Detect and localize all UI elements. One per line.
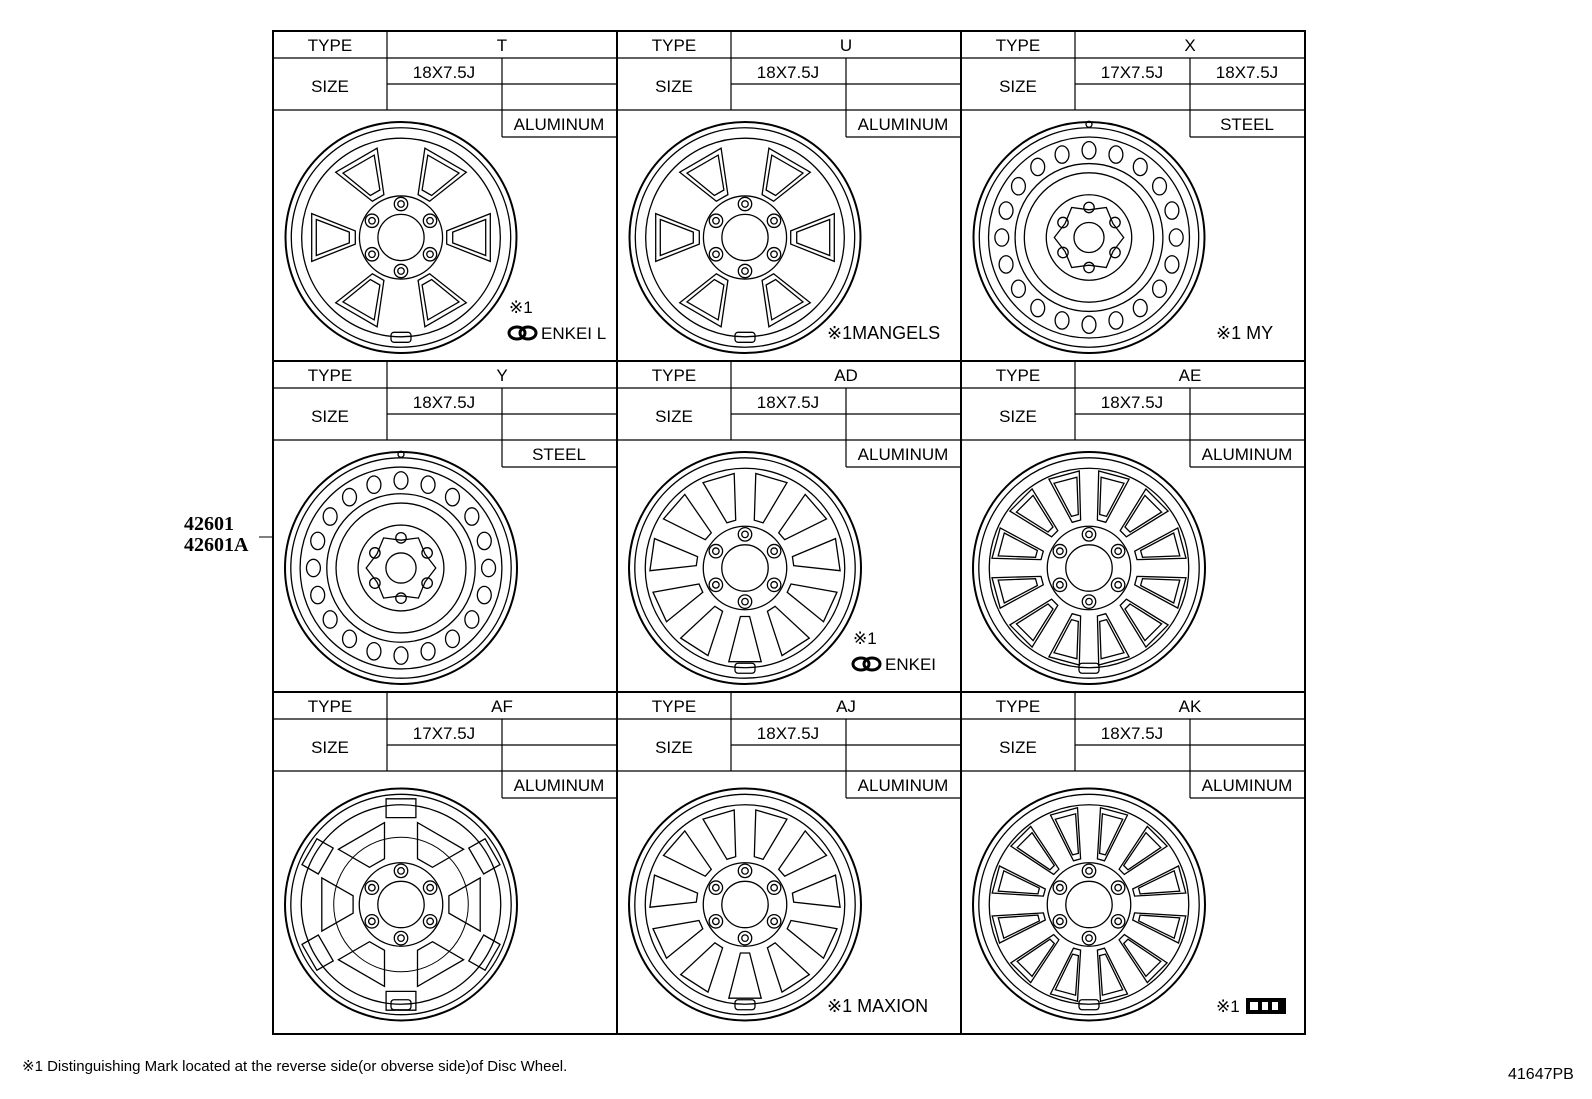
enkei-logo-icon: [509, 327, 536, 339]
wheel-drawing: [974, 121, 1205, 353]
size-label: SIZE: [311, 407, 349, 426]
wheel-drawing: [285, 451, 517, 684]
size-label: SIZE: [655, 77, 693, 96]
material-label: ALUMINUM: [1201, 445, 1293, 464]
type-label: TYPE: [651, 36, 697, 55]
material-label: STEEL: [532, 445, 586, 464]
material-label: STEEL: [1220, 115, 1274, 134]
type-value: AK: [1178, 697, 1202, 716]
mark-text: ENKEI: [885, 655, 937, 674]
wheel-drawing: [286, 122, 517, 353]
size-value: 18X7.5J: [412, 63, 476, 82]
wheel-drawing: [285, 789, 517, 1021]
type-label: TYPE: [651, 366, 697, 385]
size-label: SIZE: [311, 77, 349, 96]
size-label: SIZE: [311, 738, 349, 757]
type-label: TYPE: [651, 697, 697, 716]
wheel-cell-af: [273, 692, 617, 1034]
type-value: AJ: [836, 697, 856, 716]
wheel-drawing: [629, 452, 861, 684]
size-value: 18X7.5J: [1215, 63, 1279, 82]
size-label: SIZE: [999, 738, 1037, 757]
type-value: AD: [834, 366, 858, 385]
material-label: ALUMINUM: [1201, 776, 1293, 795]
wheel-cell-ae: [961, 361, 1305, 692]
type-label: TYPE: [307, 697, 353, 716]
material-label: ALUMINUM: [513, 776, 605, 795]
size-label: SIZE: [655, 407, 693, 426]
type-label: TYPE: [995, 36, 1041, 55]
type-value: AF: [491, 697, 513, 716]
mark-prefix: ※1: [853, 629, 877, 648]
wheel-drawing: [630, 122, 861, 353]
enkei-logo-icon: [853, 658, 880, 670]
type-label: TYPE: [995, 697, 1041, 716]
wheel-drawing: [973, 789, 1205, 1021]
mark-text: ※1 MY: [1216, 323, 1274, 343]
mark-text: ※1 MAXION: [827, 996, 929, 1016]
material-label: ALUMINUM: [857, 115, 949, 134]
material-label: ALUMINUM: [857, 445, 949, 464]
size-label: SIZE: [655, 738, 693, 757]
wheel-cell-y: [273, 361, 617, 692]
size-value: 17X7.5J: [1100, 63, 1164, 82]
type-value: T: [496, 36, 508, 55]
size-value: 18X7.5J: [756, 393, 820, 412]
material-label: ALUMINUM: [513, 115, 605, 134]
wheel-cell-ak: [961, 692, 1305, 1034]
type-value: Y: [496, 366, 508, 385]
wheel-cell-u: [617, 31, 961, 361]
diagram-code: 41647PB: [1508, 1066, 1574, 1083]
size-value: 18X7.5J: [1100, 724, 1164, 743]
size-label: SIZE: [999, 77, 1037, 96]
size-value: 18X7.5J: [412, 393, 476, 412]
mark-text: ※1MANGELS: [827, 323, 941, 343]
footnote: ※1 Distinguishing Mark located at the reverse side(or obverse side)of Disc Wheel.: [22, 1058, 568, 1075]
part-number-42601a: 42601A: [184, 534, 249, 556]
wheel-cell-aj: [617, 692, 961, 1034]
type-value: U: [839, 36, 853, 55]
wheel-drawing: [973, 452, 1205, 684]
wheel-grid: [273, 31, 1305, 1034]
size-value: 18X7.5J: [756, 63, 820, 82]
size-value: 18X7.5J: [1100, 393, 1164, 412]
type-value: AE: [1178, 366, 1202, 385]
cm-logo-icon: [1246, 998, 1286, 1014]
wheel-cell-x: [961, 31, 1305, 361]
size-value: 17X7.5J: [412, 724, 476, 743]
mark-prefix: ※1: [509, 298, 533, 317]
wheel-cell-t: [273, 31, 617, 361]
wheel-drawing: [629, 789, 861, 1021]
part-number-42601: 42601: [184, 513, 234, 535]
mark-prefix: ※1: [1216, 997, 1240, 1016]
wheel-cell-ad: [617, 361, 961, 692]
type-label: TYPE: [307, 36, 353, 55]
mark-text: ENKEI L: [541, 324, 607, 343]
type-label: TYPE: [307, 366, 353, 385]
type-label: TYPE: [995, 366, 1041, 385]
material-label: ALUMINUM: [857, 776, 949, 795]
size-label: SIZE: [999, 407, 1037, 426]
part-number-callout: [184, 513, 273, 556]
type-value: X: [1184, 36, 1196, 55]
size-value: 18X7.5J: [756, 724, 820, 743]
